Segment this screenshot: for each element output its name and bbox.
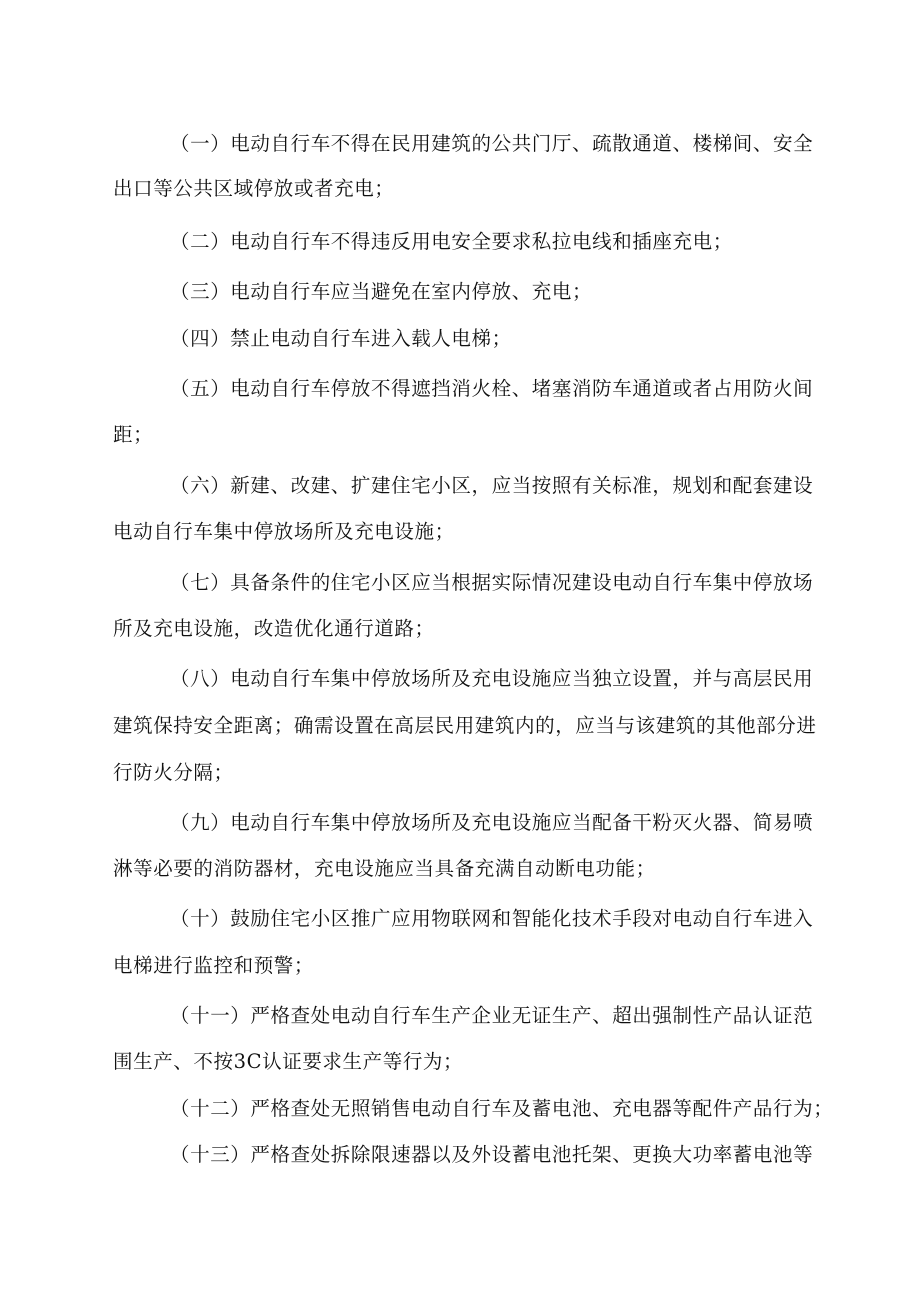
paragraph-2-line-1: （二）电动自行车不得违反用电安全要求私拉电线和插座充电；: [170, 230, 733, 253]
paragraph-8-line-1: （八）电动自行车集中停放场所及充电设施应当独立设置，并与高层民用: [170, 667, 814, 690]
paragraph-8-line-2: 建筑保持安全距离；确需设置在高层民用建筑内的，应当与该建筑的其他部分进: [113, 714, 817, 737]
paragraph-6-line-2: 电动自行车集中停放场所及充电设施；: [113, 520, 455, 543]
paragraph-3-line-1: （三）电动自行车应当避免在室内停放、充电；: [170, 280, 593, 303]
paragraph-4-line-1: （四）禁止电动自行车进入载人电梯；: [170, 327, 512, 350]
paragraph-10-line-1: （十）鼓励住宅小区推广应用物联网和智能化技术手段对电动自行车进入: [170, 907, 814, 930]
paragraph-9-line-2: 淋等必要的消防器材，充电设施应当具备充满自动断电功能；: [113, 857, 656, 880]
paragraph-9-line-1: （九）电动自行车集中停放场所及充电设施应当配备干粉灭火器、简易喷: [170, 811, 814, 834]
paragraph-10-line-2: 电梯进行监控和预警；: [113, 954, 315, 977]
paragraph-7-line-2: 所及充电设施，改造优化通行道路；: [113, 617, 435, 640]
paragraph-11-line-2: 围生产、不按3C认证要求生产等行为；: [113, 1050, 464, 1073]
paragraph-5-line-2: 距；: [113, 423, 154, 446]
paragraph-1-line-1: （一）电动自行车不得在民用建筑的公共门厅、疏散通道、楼梯间、安全: [170, 132, 814, 155]
paragraph-7-line-1: （七）具备条件的住宅小区应当根据实际情况建设电动自行车集中停放场: [170, 571, 814, 594]
paragraph-12-line-1: （十二）严格查处无照销售电动自行车及蓄电池、充电器等配件产品行为；: [170, 1097, 834, 1120]
paragraph-6-line-1: （六）新建、改建、扩建住宅小区，应当按照有关标准，规划和配套建设: [170, 474, 814, 497]
paragraph-13-line-1: （十三）严格查处拆除限速器以及外设蓄电池托架、更换大功率蓄电池等: [170, 1143, 814, 1166]
paragraph-8-line-3: 行防火分隔；: [113, 761, 234, 784]
paragraph-5-line-1: （五）电动自行车停放不得遮挡消火栓、堵塞消防车通道或者占用防火间: [170, 377, 814, 400]
paragraph-11-line-1: （十一）严格查处电动自行车生产企业无证生产、超出强制性产品认证范: [170, 1004, 814, 1027]
paragraph-1-line-2: 出口等公共区域停放或者充电；: [113, 177, 395, 200]
